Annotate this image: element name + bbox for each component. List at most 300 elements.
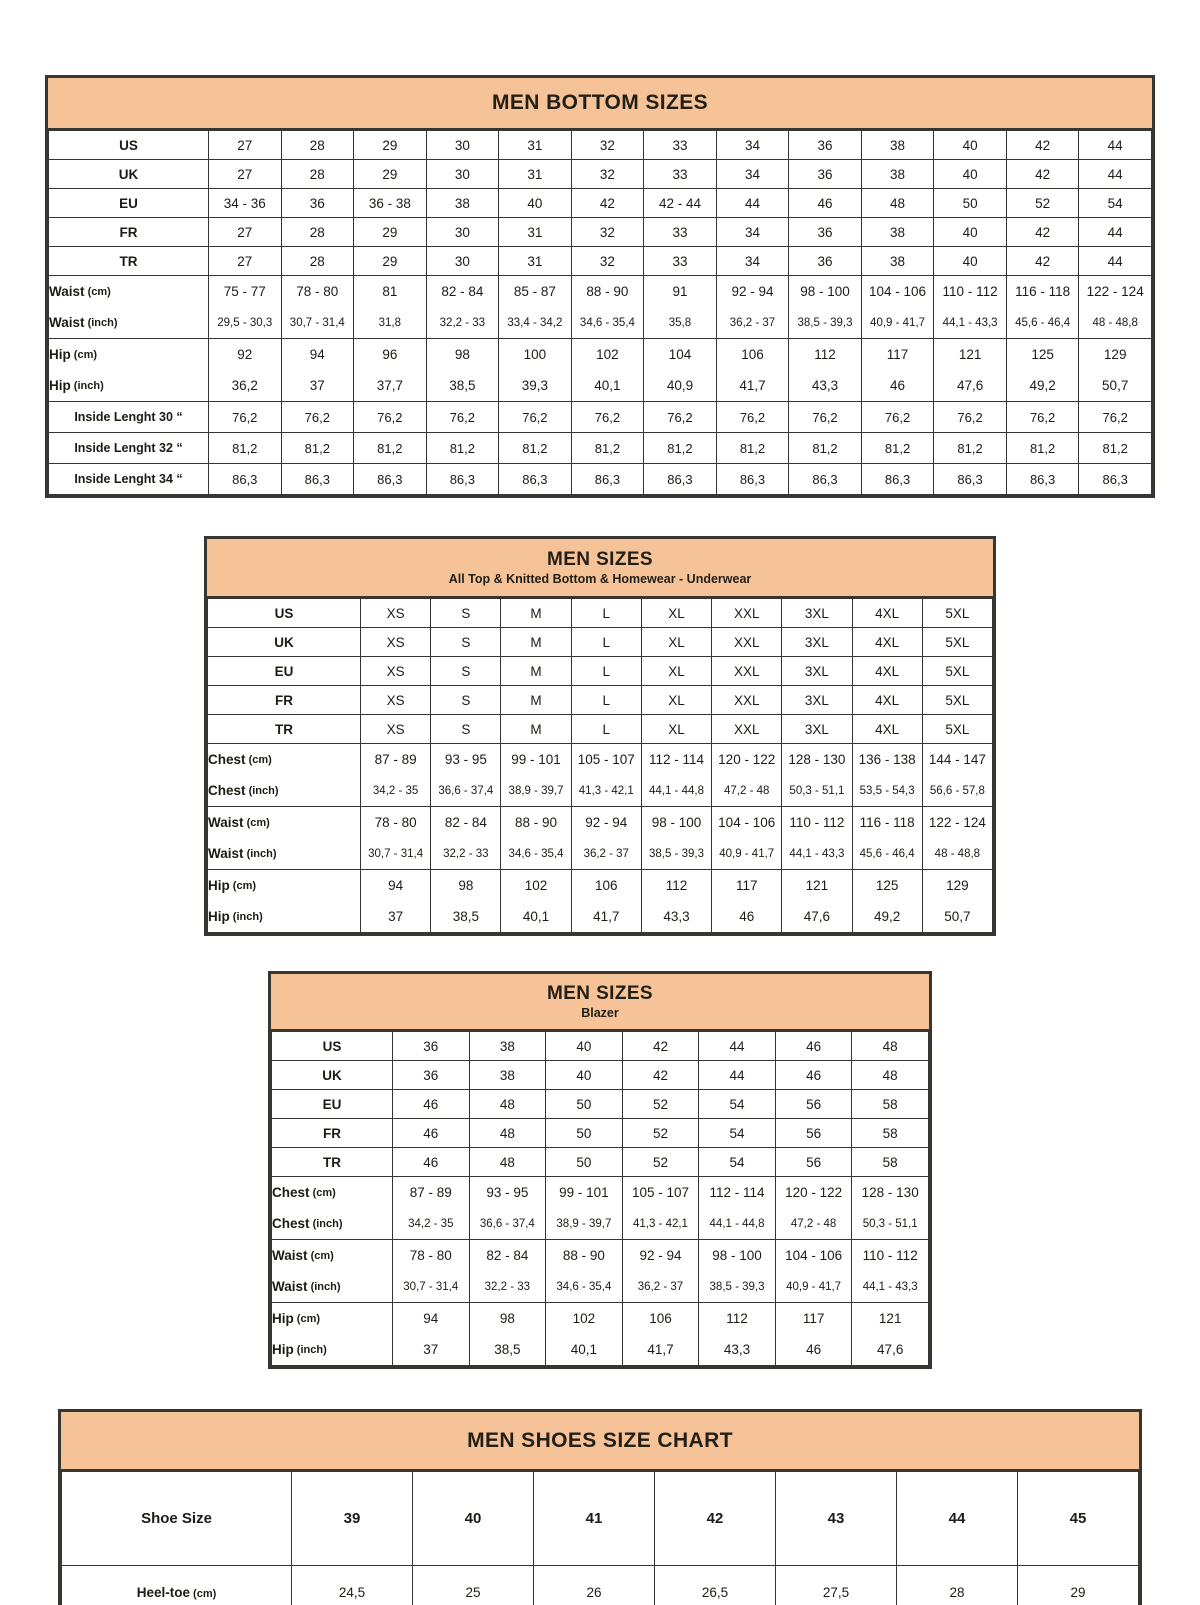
table-cell: 40 — [934, 247, 1007, 276]
table-cell: M — [501, 715, 571, 744]
table-cell: 82 - 84 32,2 - 33 — [469, 1240, 546, 1303]
table-cell: 50 — [546, 1119, 623, 1148]
row-label-text: FR — [323, 1125, 341, 1141]
table-cell: 121 47,6 — [852, 1303, 929, 1366]
size-tables-container — [0, 75, 1200, 1605]
table-cell: 5XL — [922, 657, 992, 686]
table-cell: 88 - 90 34,6 - 35,4 — [501, 807, 571, 870]
table-cell: 42 — [1006, 218, 1079, 247]
table-cell: 33 — [644, 160, 717, 189]
row-label-text: Inside Lenght 30 “ — [74, 410, 183, 424]
row-label-unit: (cm) — [189, 1588, 217, 1600]
table-cell: 76,2 — [1079, 402, 1152, 433]
row-label-text: Heel-toe — [136, 1585, 190, 1600]
table-row — [272, 1032, 929, 1061]
table-cell: 104 - 106 40,9 - 41,7 — [861, 276, 934, 339]
table-row — [49, 464, 1152, 495]
row-label — [49, 247, 209, 276]
row-label-unit: (cm) — [307, 1249, 334, 1262]
table-cell: 81,2 — [789, 433, 862, 464]
table-row — [49, 189, 1152, 218]
table-cell: 28 — [897, 1566, 1018, 1605]
table-cell: 76,2 — [789, 402, 862, 433]
table-cell: 117 46 — [861, 339, 934, 402]
table-cell: 81,2 — [281, 433, 354, 464]
row-label-text: UK — [274, 634, 294, 650]
table-cell: 121 47,6 — [782, 870, 852, 933]
table-cell: 128 - 130 50,3 - 51,1 — [852, 1177, 929, 1240]
table-cell: 27 — [209, 131, 282, 160]
row-label-unit: (inch) — [245, 784, 279, 797]
row-label — [208, 870, 361, 933]
table-cell: XS — [361, 657, 431, 686]
table-cell: 34 — [716, 131, 789, 160]
table-row — [208, 744, 993, 807]
table-cell: 129 50,7 — [1079, 339, 1152, 402]
row-label-unit: (inch) — [70, 379, 104, 392]
table-cell: 46 — [393, 1148, 470, 1177]
table-cell: 3XL — [782, 715, 852, 744]
table-cell: 81,2 — [716, 433, 789, 464]
table-cell: 46 — [789, 189, 862, 218]
table-cell: 106 41,7 — [571, 870, 641, 933]
table-cell: 92 - 94 36,2 - 37 — [716, 276, 789, 339]
row-label-text: EU — [322, 1096, 342, 1112]
table-cell: 42 — [1006, 160, 1079, 189]
table-row — [62, 1472, 1139, 1566]
table-cell: S — [431, 657, 501, 686]
row-label — [272, 1177, 393, 1240]
table-cell: 54 — [699, 1119, 776, 1148]
row-label-text: Chest — [272, 1185, 310, 1200]
row-label — [49, 339, 209, 402]
table-cell: 46 — [393, 1090, 470, 1119]
table-cell: 28 — [281, 160, 354, 189]
table-row — [208, 870, 993, 933]
table-cell: S — [431, 715, 501, 744]
table-row — [208, 599, 993, 628]
table-subtitle: All Top & Knitted Bottom & Homewear - Underwear — [448, 572, 752, 586]
table-cell: 54 — [699, 1090, 776, 1119]
table-cell: 52 — [622, 1119, 699, 1148]
row-label — [208, 807, 361, 870]
table-cell: 4XL — [852, 628, 922, 657]
table-cell: 29 — [1018, 1566, 1139, 1605]
table-row — [208, 715, 993, 744]
row-label — [49, 131, 209, 160]
table-cell: L — [571, 657, 641, 686]
table-cell: 30 — [426, 131, 499, 160]
table-cell: 86,3 — [281, 464, 354, 495]
table-cell: 5XL — [922, 715, 992, 744]
table-cell: 27 — [209, 218, 282, 247]
table-cell: 54 — [1079, 189, 1152, 218]
row-label — [272, 1148, 393, 1177]
table-subtitle: Blazer — [581, 1006, 619, 1020]
table-cell: 54 — [699, 1148, 776, 1177]
table-cell: 38 — [861, 160, 934, 189]
row-label — [272, 1240, 393, 1303]
table-cell: 98 - 100 38,5 - 39,3 — [789, 276, 862, 339]
row-label — [208, 744, 361, 807]
row-label-unit: (inch) — [307, 1280, 341, 1293]
table-cell: 34 - 36 — [209, 189, 282, 218]
table-cell: XL — [641, 686, 711, 715]
table-cell: XS — [361, 628, 431, 657]
table-cell: 81 31,8 — [354, 276, 427, 339]
table-cell: 40 — [934, 218, 1007, 247]
men-bottom-sizes-table-header — [48, 78, 1152, 130]
table-cell: 42 — [571, 189, 644, 218]
table-cell: 36 — [789, 247, 862, 276]
row-label-text: Hip — [208, 878, 230, 893]
row-label — [208, 628, 361, 657]
row-label-text: Chest — [208, 783, 246, 798]
table-cell: 46 — [775, 1061, 852, 1090]
row-label-text: US — [322, 1038, 342, 1054]
table-cell: XXL — [712, 599, 782, 628]
table-cell: XXL — [712, 657, 782, 686]
table-cell: 105 - 107 41,3 - 42,1 — [622, 1177, 699, 1240]
table-title: MEN SHOES SIZE CHART — [467, 1428, 733, 1452]
row-label — [272, 1061, 393, 1090]
table-cell: 24,5 — [292, 1566, 413, 1605]
table-cell: 86,3 — [426, 464, 499, 495]
table-cell: 31 — [499, 218, 572, 247]
table-cell: 50 — [546, 1148, 623, 1177]
table-cell: 48 — [469, 1090, 546, 1119]
table-cell: XS — [361, 599, 431, 628]
table-cell: L — [571, 686, 641, 715]
row-label-text: Inside Lenght 32 “ — [74, 441, 183, 455]
table-cell: 86,3 — [209, 464, 282, 495]
table-row — [272, 1061, 929, 1090]
table-cell: 76,2 — [861, 402, 934, 433]
table-cell: 48 — [852, 1061, 929, 1090]
table-cell: 40 — [934, 160, 1007, 189]
table-cell: 92 - 94 36,2 - 37 — [571, 807, 641, 870]
table-cell: 120 - 122 47,2 - 48 — [775, 1177, 852, 1240]
table-row — [208, 657, 993, 686]
table-cell: XS — [361, 715, 431, 744]
table-cell: 39 — [292, 1472, 413, 1566]
table-cell: 88 - 90 34,6 - 35,4 — [546, 1240, 623, 1303]
table-cell: XS — [361, 686, 431, 715]
table-cell: 38 — [469, 1032, 546, 1061]
table-cell: 34 — [716, 160, 789, 189]
table-cell: 30 — [426, 218, 499, 247]
table-cell: 38 — [426, 189, 499, 218]
table-cell: 31 — [499, 160, 572, 189]
table-row — [49, 402, 1152, 433]
table-row — [208, 807, 993, 870]
table-cell: 76,2 — [281, 402, 354, 433]
table-cell: 87 - 89 34,2 - 35 — [393, 1177, 470, 1240]
table-cell: 4XL — [852, 657, 922, 686]
table-cell: 110 - 112 44,1 - 43,3 — [934, 276, 1007, 339]
table-cell: 48 — [469, 1148, 546, 1177]
row-label — [62, 1472, 292, 1566]
table-row — [49, 218, 1152, 247]
table-cell: 98 38,5 — [469, 1303, 546, 1366]
table-cell: 52 — [622, 1090, 699, 1119]
table-cell: 40 — [934, 131, 1007, 160]
row-label-unit: (cm) — [245, 753, 272, 766]
table-cell: 104 - 106 40,9 - 41,7 — [775, 1240, 852, 1303]
row-label-text: Chest — [208, 752, 246, 767]
row-label-unit: (cm) — [229, 879, 257, 892]
table-cell: 44 — [699, 1032, 776, 1061]
table-cell: 27,5 — [776, 1566, 897, 1605]
table-cell: XXL — [712, 628, 782, 657]
table-cell: 98 - 100 38,5 - 39,3 — [699, 1240, 776, 1303]
row-label-text: Waist — [49, 284, 85, 299]
table-cell: 86,3 — [1006, 464, 1079, 495]
table-cell: 29 — [354, 247, 427, 276]
table-cell: 44 — [1079, 131, 1152, 160]
row-label-unit: (cm) — [84, 285, 111, 298]
table-cell: 38 — [861, 218, 934, 247]
table-cell: 58 — [852, 1090, 929, 1119]
table-cell: 52 — [622, 1148, 699, 1177]
table-cell: 3XL — [782, 686, 852, 715]
table-cell: 28 — [281, 131, 354, 160]
row-label-text: US — [274, 605, 294, 621]
table-cell: 44 — [897, 1472, 1018, 1566]
table-cell: 36 — [789, 160, 862, 189]
row-label-text: Waist — [49, 315, 85, 330]
table-cell: 3XL — [782, 657, 852, 686]
table-cell: 38 — [469, 1061, 546, 1090]
table-cell: 29 — [354, 160, 427, 189]
table-cell: 48 — [852, 1032, 929, 1061]
table-cell: 3XL — [782, 628, 852, 657]
row-label — [272, 1090, 393, 1119]
table-cell: 112 - 114 44,1 - 44,8 — [699, 1177, 776, 1240]
table-cell: 144 - 147 56,6 - 57,8 — [922, 744, 992, 807]
table-cell: XL — [641, 657, 711, 686]
table-cell: 98 38,5 — [431, 870, 501, 933]
row-label — [49, 160, 209, 189]
table-cell: 122 - 124 48 - 48,8 — [1079, 276, 1152, 339]
table-title: MEN SIZES — [546, 549, 653, 570]
table-cell: 28 — [281, 247, 354, 276]
row-label — [49, 276, 209, 339]
men-shoes-size-chart-table — [58, 1409, 1142, 1605]
table-cell: 86,3 — [499, 464, 572, 495]
row-label — [208, 715, 361, 744]
table-cell: 34 — [716, 247, 789, 276]
row-label-text: Hip — [49, 378, 71, 393]
row-label-text: TR — [323, 1154, 341, 1170]
table-cell: 76,2 — [354, 402, 427, 433]
table-cell: S — [431, 686, 501, 715]
table-row — [272, 1303, 929, 1366]
table-cell: 36 — [281, 189, 354, 218]
table-cell: 94 37 — [361, 870, 431, 933]
table-cell: M — [501, 599, 571, 628]
table-cell: 93 - 95 36,6 - 37,4 — [431, 744, 501, 807]
table-row — [49, 160, 1152, 189]
table-cell: 5XL — [922, 628, 992, 657]
table-cell: 82 - 84 32,2 - 33 — [431, 807, 501, 870]
row-label — [208, 657, 361, 686]
row-label-text: Waist — [208, 815, 244, 830]
row-label — [49, 464, 209, 495]
table-cell: 128 - 130 50,3 - 51,1 — [782, 744, 852, 807]
row-label-text: TR — [119, 253, 138, 269]
table-cell: 40 — [413, 1472, 534, 1566]
table-cell: 44 — [716, 189, 789, 218]
table-cell: 56 — [775, 1090, 852, 1119]
table-cell: 129 50,7 — [922, 870, 992, 933]
table-cell: 106 41,7 — [622, 1303, 699, 1366]
row-label-text: Inside Lenght 34 “ — [74, 472, 183, 486]
table-cell: 44 — [1079, 247, 1152, 276]
table-cell: 42 — [622, 1061, 699, 1090]
table-cell: 86,3 — [861, 464, 934, 495]
row-label-text: US — [119, 137, 138, 153]
table-title: MEN BOTTOM SIZES — [491, 91, 709, 114]
table-row — [208, 628, 993, 657]
table-cell: 92 - 94 36,2 - 37 — [622, 1240, 699, 1303]
row-label-text: TR — [275, 721, 293, 737]
men-sizes-tops-table — [204, 536, 996, 936]
table-cell: 86,3 — [716, 464, 789, 495]
men-bottom-sizes-table-grid — [48, 130, 1152, 495]
table-cell: 76,2 — [426, 402, 499, 433]
table-cell: 46 — [775, 1032, 852, 1061]
row-label — [62, 1566, 292, 1605]
men-shoes-size-chart-table-header — [61, 1412, 1139, 1471]
table-cell: 50 — [546, 1090, 623, 1119]
row-label-unit: (cm) — [70, 348, 98, 361]
table-cell: 81,2 — [571, 433, 644, 464]
men-sizes-blazer-table-grid — [271, 1031, 929, 1366]
table-cell: 117 46 — [712, 870, 782, 933]
table-cell: 76,2 — [716, 402, 789, 433]
table-cell: 42 — [655, 1472, 776, 1566]
table-cell: 58 — [852, 1148, 929, 1177]
row-label-text: Shoe Size — [141, 1510, 212, 1527]
table-cell: 44 — [1079, 218, 1152, 247]
table-cell: 81,2 — [354, 433, 427, 464]
table-cell: 42 — [1006, 247, 1079, 276]
table-cell: L — [571, 599, 641, 628]
table-cell: 5XL — [922, 599, 992, 628]
table-cell: 30 — [426, 247, 499, 276]
table-cell: 102 40,1 — [546, 1303, 623, 1366]
row-label-text: FR — [275, 692, 293, 708]
table-cell: 122 - 124 48 - 48,8 — [922, 807, 992, 870]
table-cell: XXL — [712, 715, 782, 744]
table-row — [272, 1119, 929, 1148]
table-cell: 32 — [571, 160, 644, 189]
table-cell: 86,3 — [789, 464, 862, 495]
table-cell: 81,2 — [426, 433, 499, 464]
row-label-unit: (inch) — [309, 1217, 343, 1230]
row-label-text: Waist — [272, 1279, 308, 1294]
table-cell: XL — [641, 715, 711, 744]
table-cell: 36 — [393, 1061, 470, 1090]
table-cell: 85 - 87 33,4 - 34,2 — [499, 276, 572, 339]
table-cell: S — [431, 599, 501, 628]
table-title: MEN SIZES — [546, 983, 653, 1004]
men-shoes-size-chart-table-grid — [61, 1471, 1139, 1605]
table-cell: 76,2 — [1006, 402, 1079, 433]
row-label-text: Hip — [208, 909, 230, 924]
table-cell: L — [571, 715, 641, 744]
table-row — [208, 686, 993, 715]
table-cell: 4XL — [852, 715, 922, 744]
table-cell: 29 — [354, 218, 427, 247]
table-cell: 94 37 — [281, 339, 354, 402]
table-cell: 56 — [775, 1119, 852, 1148]
table-cell: 100 39,3 — [499, 339, 572, 402]
table-cell: 56 — [775, 1148, 852, 1177]
table-cell: 93 - 95 36,6 - 37,4 — [469, 1177, 546, 1240]
table-cell: 91 35,8 — [644, 276, 717, 339]
table-cell: 86,3 — [934, 464, 1007, 495]
men-sizes-blazer-table — [268, 971, 932, 1369]
table-cell: 31 — [499, 131, 572, 160]
table-cell: 110 - 112 44,1 - 43,3 — [852, 1240, 929, 1303]
table-cell: 136 - 138 53,5 - 54,3 — [852, 744, 922, 807]
table-cell: 31 — [499, 247, 572, 276]
row-label-text: FR — [119, 224, 138, 240]
table-cell: 33 — [644, 131, 717, 160]
table-cell: S — [431, 628, 501, 657]
table-cell: 78 - 80 30,7 - 31,4 — [281, 276, 354, 339]
row-label-text: Hip — [49, 347, 71, 362]
table-cell: 45 — [1018, 1472, 1139, 1566]
row-label — [49, 218, 209, 247]
table-cell: L — [571, 628, 641, 657]
table-cell: 30 — [426, 160, 499, 189]
table-cell: XL — [641, 628, 711, 657]
table-cell: 48 — [469, 1119, 546, 1148]
table-cell: 29 — [354, 131, 427, 160]
row-label — [272, 1032, 393, 1061]
table-cell: 117 46 — [775, 1303, 852, 1366]
table-row — [272, 1177, 929, 1240]
table-cell: 98 - 100 38,5 - 39,3 — [641, 807, 711, 870]
row-label — [272, 1119, 393, 1148]
table-cell: 81,2 — [934, 433, 1007, 464]
table-cell: 120 - 122 47,2 - 48 — [712, 744, 782, 807]
table-cell: 112 43,3 — [641, 870, 711, 933]
table-cell: 26,5 — [655, 1566, 776, 1605]
table-cell: M — [501, 628, 571, 657]
row-label-text: UK — [118, 166, 139, 182]
table-cell: 38 — [861, 131, 934, 160]
table-cell: 32 — [571, 218, 644, 247]
table-cell: 46 — [393, 1119, 470, 1148]
table-cell: 110 - 112 44,1 - 43,3 — [782, 807, 852, 870]
table-cell: 36 — [789, 218, 862, 247]
table-row — [272, 1240, 929, 1303]
table-cell: XL — [641, 599, 711, 628]
table-cell: 40 — [546, 1032, 623, 1061]
table-cell: 86,3 — [644, 464, 717, 495]
row-label — [49, 433, 209, 464]
table-cell: 48 — [861, 189, 934, 218]
table-cell: 96 37,7 — [354, 339, 427, 402]
table-cell: 104 40,9 — [644, 339, 717, 402]
table-cell: 40 — [546, 1061, 623, 1090]
table-row — [49, 433, 1152, 464]
table-cell: 125 49,2 — [1006, 339, 1079, 402]
